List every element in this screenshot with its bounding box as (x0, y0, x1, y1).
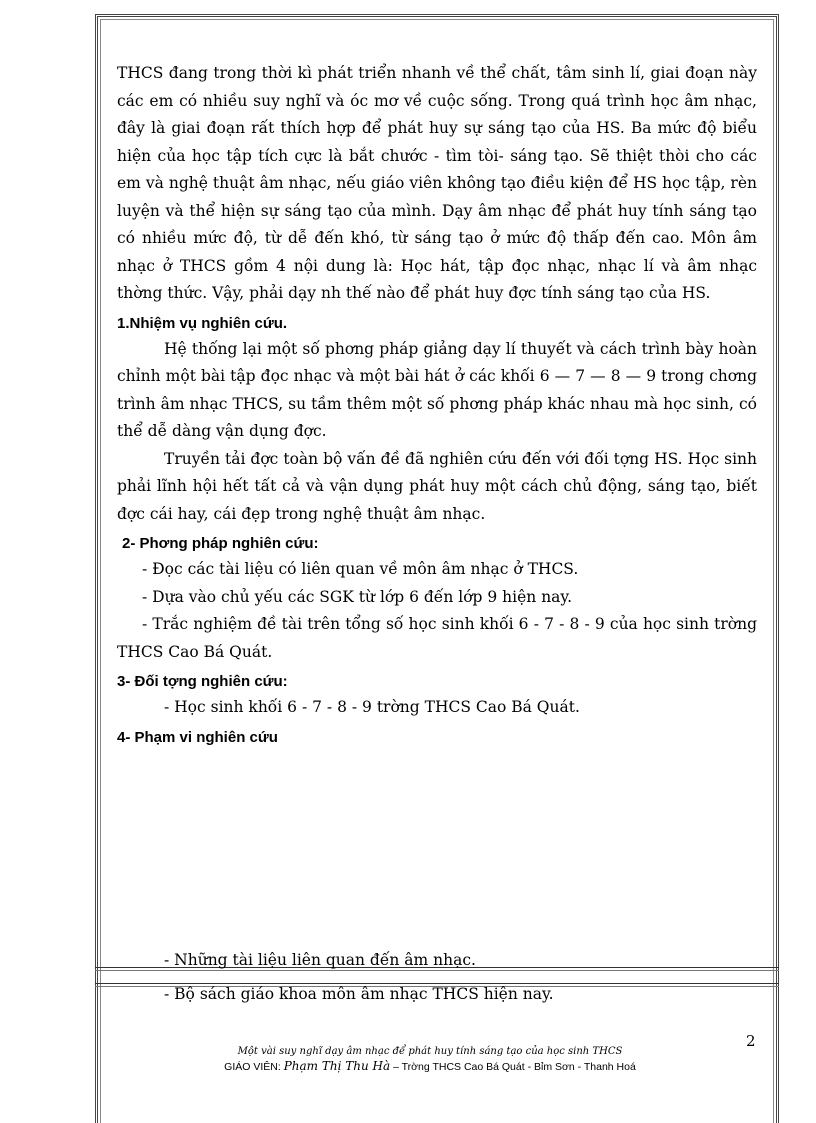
footer-title: Một vài suy nghĩ dạy âm nhạc để phát huy tính sáng tạo của học sinh THCS (237, 1046, 623, 1057)
section-3-heading: 3- Đối tợng nghiên cứu: (117, 673, 288, 690)
section-1-paragraph-2: Truyền tải đợc toàn bộ vấn đề đã nghiên cứu đến với đối tợng HS. Học sinh phải lĩnh hội hết tất cả và vận dụng phát huy một cách chủ động, sáng tạo, biết đợc cái hay, cái đẹp trong nghệ thuật âm nhạc. (117, 449, 757, 523)
section-1-heading: 1.Nhiệm vụ nghiên cứu. (117, 314, 288, 332)
section-3-item: - Học sinh khối 6 - 7 - 8 - 9 trờng THCS Cao Bá Quát. (164, 698, 580, 716)
section-4-heading: 4- Phạm vi nghiên cứu (117, 728, 278, 746)
page-number: 2 (746, 1032, 756, 1050)
section-2-item: - Dựa vào chủ yếu các SGK từ lớp 6 đến lớp 9 hiện nay. (142, 587, 573, 606)
document-body (117, 60, 757, 750)
school-name: – Trờng THCS Cao Bá Quát - Bỉm Sơn - Thanh Hoá (393, 1061, 636, 1073)
page-footer (150, 1045, 710, 1074)
section-4-item-1: - Những tài liệu liên quan đến âm nhạc. (164, 951, 476, 969)
intro-paragraph: THCS đang trong thời kì phát triển nhanh về thể chất, tâm sinh lí, giai đoạn này các em có nhiều suy nghĩ và óc mơ về cuộc sống. Trong quá trình học âm nhạc, đây là giai đoạn rất thích hợp để phát huy sự sáng tạo của HS. Ba mức độ biểu hiện của học tập tích cực là bắt chước - tìm tòi- sáng tạo. Sẽ thiệt thòi cho các em và nghệ thuật âm nhạc, nếu giáo viên không tạo điều kiện để HS học tập, rèn luyện và thể hiện sự sáng tạo của mình. Dạy âm nhạc để phát huy tính sáng tạo có nhiều mức độ, từ dễ đến khó, từ sáng tạo ở mức độ thấp đến cao. Môn âm nhạc ở THCS gồm 4 nội dung là: Học hát, tập đọc nhạc, nhạc lí và âm nhạc thờng thức. Vậy, phải dạy nh thế nào để phát huy đợc tính sáng tạo của HS. (117, 64, 757, 302)
teacher-label: GIÁO VIÊN: (224, 1061, 281, 1073)
section-2-item: - Trắc nghiệm đề tài trên tổng số học sinh khối 6 - 7 - 8 - 9 của học sinh trờng THCS Cao Bá Quát. (117, 615, 757, 661)
section-2-heading: 2- Phơng pháp nghiên cứu: (122, 535, 319, 552)
footer-author-line (150, 1059, 710, 1074)
teacher-name: Phạm Thị Thu Hà (283, 1059, 391, 1073)
section-1-paragraph-1: Hệ thống lại một số phơng pháp giảng dạy lí thuyết và cách trình bày hoàn chỉnh một bài tập đọc nhạc và một bài hát ở các khối 6 — 7 — 8 — 9 trong chơng trình âm nhạc THCS, su tầm thêm một số phơng pháp khác nhau mà học sinh, có thể dễ dàng vận dụng đợc. (117, 339, 757, 440)
section-4-item-2: - Bộ sách giáo khoa môn âm nhạc THCS hiện nay. (164, 985, 554, 1003)
section-2-item: - Đọc các tài liệu có liên quan về môn âm nhạc ở THCS. (142, 560, 579, 578)
footer-divider (95, 970, 779, 971)
